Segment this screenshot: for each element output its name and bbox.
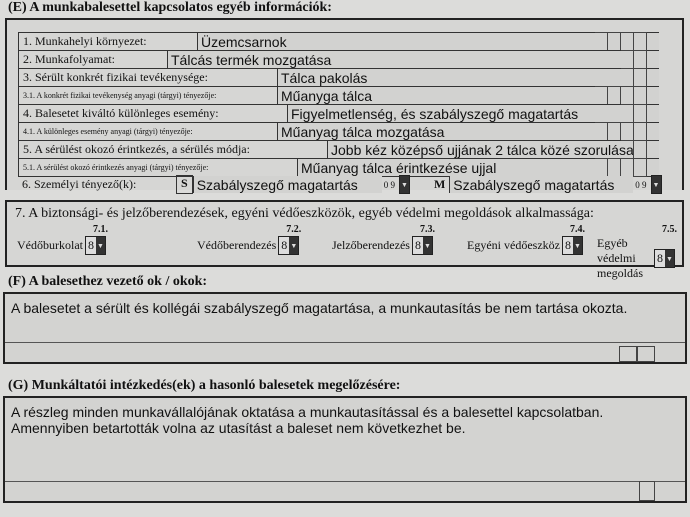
m-value[interactable]: Szabályszegő magatartás	[449, 176, 633, 193]
item-value: 8	[414, 238, 421, 252]
item-label: Egyéb védelmi megoldás	[597, 236, 643, 280]
dropdown-arrow-icon: ▼	[400, 176, 409, 193]
item-dropdown[interactable]	[412, 236, 433, 255]
code-cells	[595, 158, 647, 177]
item-number: 7.4.	[569, 224, 585, 235]
section-g-title: (G) Munkáltatói intézkedés(ek) a hasonló balesetek megelőzésére:	[8, 378, 401, 393]
form-row	[18, 50, 659, 69]
dropdown-arrow-icon: ▼	[573, 237, 582, 254]
form-row	[18, 140, 659, 159]
section-f-title: (F) A balesethez vezető ok / okok:	[8, 274, 208, 289]
code-cells	[595, 32, 647, 51]
section-7-title: 7. A biztonsági- és jelzőberendezések, egyéni védőeszközök, egyéb védelmi megoldások alkalmassága:	[15, 206, 594, 221]
row-value[interactable]: Tálcás termék mozgatása	[167, 51, 659, 68]
section-g-box	[3, 396, 687, 503]
item-value: 8	[87, 238, 94, 252]
form-row	[18, 68, 659, 87]
item-value: 8	[657, 251, 663, 265]
m-label: M	[433, 177, 446, 191]
code-cells	[621, 50, 647, 69]
code-cells	[595, 86, 647, 105]
section-f-text[interactable]: A balesetet a sérült és kollégái szabályszegő magatartása, a munkautasítás be nem tartása okozta.	[11, 300, 628, 316]
m-code: 0 9	[635, 179, 647, 190]
form-row	[18, 104, 659, 123]
dropdown-arrow-icon: ▼	[96, 237, 105, 254]
m-dropdown[interactable]	[651, 175, 662, 194]
protection-item	[332, 224, 435, 255]
item-dropdown[interactable]	[654, 249, 675, 268]
row-value[interactable]: Műanyag tálca mozgatása	[277, 123, 659, 140]
dropdown-arrow-icon: ▼	[665, 250, 674, 267]
protection-item	[17, 224, 108, 255]
item-number: 7.5.	[662, 224, 677, 235]
item-number: 7.1.	[92, 224, 108, 235]
item-dropdown[interactable]	[562, 236, 583, 255]
form-row	[18, 158, 659, 177]
dropdown-arrow-icon: ▼	[423, 237, 432, 254]
code-cells	[621, 68, 647, 87]
protection-item	[197, 224, 301, 255]
item-number: 7.2.	[286, 224, 302, 235]
row-value[interactable]: Műanyag tálca érintkezése ujjal	[297, 159, 659, 176]
code-cells	[621, 140, 647, 159]
dropdown-arrow-icon: ▼	[289, 237, 298, 254]
row-label: 3.1. A konkrét fizikai tevékenység anyagi (tárgyi) tényezője:	[23, 91, 217, 100]
section-f-box	[3, 292, 687, 364]
item-number: 7.3.	[419, 224, 435, 235]
section-e-title: (E) A munkabalesettel kapcsolatos egyéb információk:	[8, 0, 332, 15]
code-cells	[595, 122, 647, 141]
row-value[interactable]: Üzemcsarnok	[197, 33, 659, 50]
row-value[interactable]: Jobb kéz középső ujjának 2 tálca közé szorulása	[327, 141, 659, 158]
form-row	[18, 122, 659, 141]
item-value: 8	[281, 238, 288, 252]
s-label: S	[176, 175, 193, 194]
code-cell	[639, 481, 655, 501]
row-value[interactable]: Figyelmetlenség, és szabályszegő magatartás	[287, 105, 659, 122]
item-label: Jelzőberendezés	[332, 238, 410, 252]
item-dropdown[interactable]	[278, 236, 299, 255]
form-row	[18, 86, 659, 105]
item-label: Egyéni védőeszköz	[467, 238, 560, 252]
form-row	[18, 32, 659, 51]
section-7-box	[5, 200, 684, 280]
s-code: 0 9	[383, 179, 395, 190]
dropdown-arrow-icon: ▼	[652, 176, 661, 193]
section-g-text[interactable]: A részleg minden munkavállalójának oktatása a munkautasítással és a balesettel kapcsolatban. Amennyiben betartották volna az utasítást a baleset nem következhet be.	[11, 404, 604, 436]
code-cells	[621, 104, 647, 123]
s-value[interactable]: Szabályszegő magatartás	[193, 176, 382, 193]
item-dropdown[interactable]	[85, 236, 106, 255]
row-label: 3. Sérült konkrét fizikai tevékenysége:	[23, 70, 208, 84]
code-cells	[619, 346, 655, 362]
row-label: 4.1. A különleges esemény anyagi (tárgyi) tényezője:	[23, 127, 193, 136]
item-label: Védőburkolat	[17, 238, 83, 252]
row-label: 5.1. A sérülést okozó érintkezés anyagi (tárgyi) tényezője:	[23, 163, 209, 172]
row-value[interactable]: Műanyga tálca	[277, 87, 659, 104]
item-value: 8	[564, 238, 571, 252]
protection-item	[467, 224, 585, 255]
row-label: 5. A sérülést okozó érintkezés, a sérülés módja:	[23, 142, 250, 156]
row-personal-factors	[18, 176, 666, 193]
item-label: Védőberendezés	[197, 238, 277, 252]
protection-item	[597, 224, 677, 281]
row-label: 2. Munkafolyamat:	[23, 52, 115, 66]
row-label: 6. Személyi tényező(k):	[22, 177, 137, 191]
row-label: 4. Balesetet kiváltó különleges esemény:	[23, 106, 219, 120]
s-dropdown[interactable]	[399, 175, 410, 194]
row-label: 1. Munkahelyi környezet:	[23, 34, 147, 48]
row-value[interactable]: Tálca pakolás	[277, 69, 659, 86]
